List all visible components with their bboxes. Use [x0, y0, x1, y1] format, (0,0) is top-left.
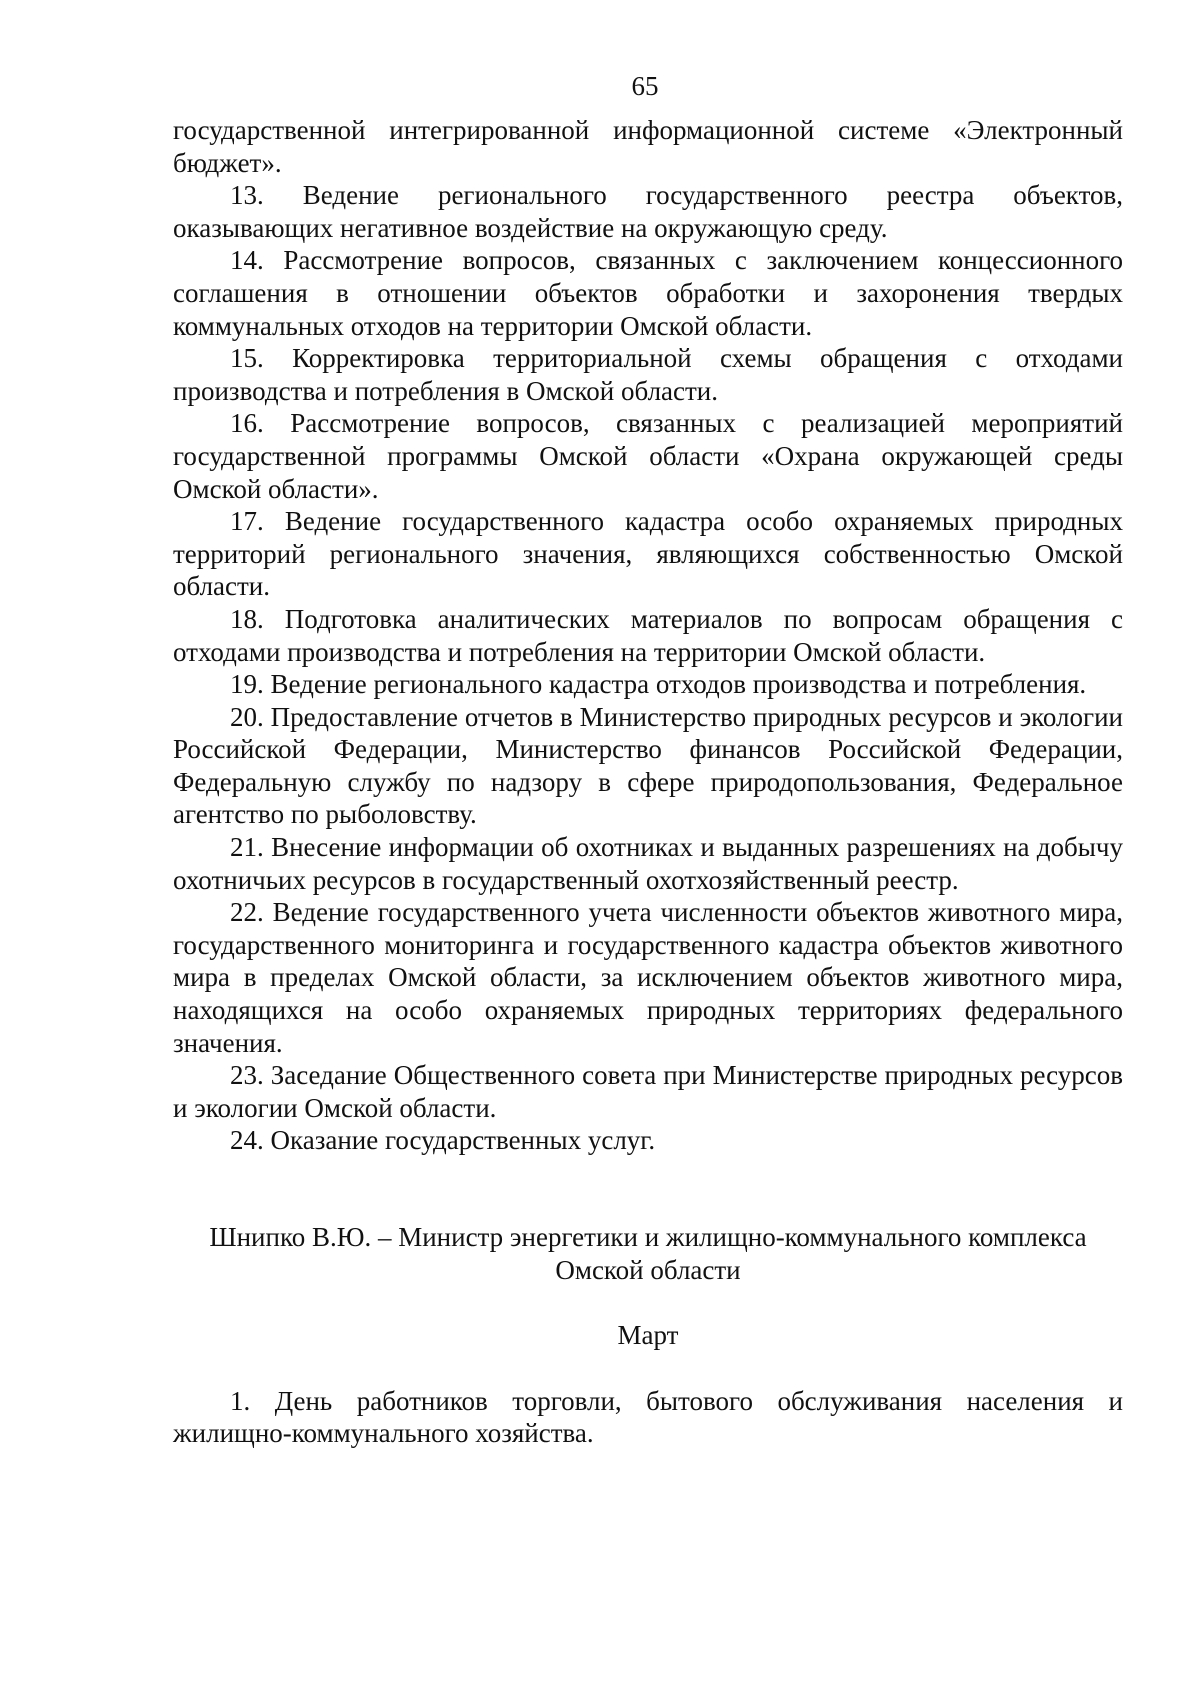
item-number: 22. — [230, 897, 264, 928]
list-item — [173, 701, 1123, 831]
list-item — [173, 505, 1123, 603]
list-item — [173, 831, 1123, 896]
month-heading: Март — [617, 1320, 679, 1351]
item-text: Ведение регионального кадастра отходов производства и потребления. — [270, 669, 1087, 700]
section-heading-line1: Шнипко В.Ю. – Министр энергетики и жилищно-коммунального комплекса — [209, 1222, 1087, 1252]
item-text: Ведение государственного учета численности объектов животного мира, государственного мониторинга и государственного кадастра объектов животного мира в пределах Омской области, за исключением объектов животного мира, находящихся на особо охраняемых природных территориях федерального значения. — [173, 897, 1124, 1058]
list-item — [173, 342, 1123, 407]
item-text: Корректировка территориальной схемы обращения с отходами производства и потребления в Омской области. — [173, 343, 1123, 406]
list-item — [173, 244, 1123, 342]
item-text: Рассмотрение вопросов, связанных с реализацией мероприятий государственной программы Омской области «Охрана окружающей среды Омской области». — [173, 408, 1123, 504]
item-number: 23. — [230, 1060, 264, 1091]
list-item — [173, 1385, 1123, 1450]
item-text: Предоставление отчетов в Министерство природных ресурсов и экологии Российской Федерации, Министерство финансов Российской Федерации, Федеральную службу по надзору в сфере природопользования, Федеральное агентство по рыболовству. — [173, 701, 1123, 830]
page-number: 65 — [631, 71, 659, 101]
list-item — [173, 1124, 1123, 1157]
item-number: 19. — [230, 669, 264, 700]
item-text: Подготовка аналитических материалов по вопросам обращения с отходами производства и потребления на территории Омской области. — [173, 603, 1123, 667]
list-item — [173, 896, 1123, 1059]
section-heading-line2: Омской области — [555, 1254, 741, 1285]
item-number: 1. — [230, 1385, 251, 1416]
list-item — [173, 668, 1123, 701]
item-text: Заседание Общественного совета при Министерстве природных ресурсов и экологии Омской области. — [173, 1060, 1123, 1123]
item-number: 20. — [230, 701, 264, 732]
item-text: День работников торговли, бытового обслуживания населения и жилищно-коммунального хозяйства. — [173, 1385, 1124, 1449]
list-item — [173, 179, 1123, 244]
item-number: 17. — [230, 506, 264, 537]
item-number: 21. — [230, 832, 264, 863]
item-text: Оказание государственных услуг. — [270, 1125, 656, 1156]
item-number: 13. — [230, 180, 264, 211]
item-text: Ведение регионального государственного реестра объектов, оказывающих негативное воздействие на окружающую среду. — [173, 180, 1124, 243]
item-text: Внесение информации об охотниках и выданных разрешениях на добычу охотничьих ресурсов в государственный охотхозяйственный реестр. — [173, 832, 1123, 895]
item-number: 16. — [230, 408, 264, 439]
item-number: 24. — [230, 1125, 264, 1156]
item-text: Рассмотрение вопросов, связанных с заключением концессионного соглашения в отношении объектов обработки и захоронения твердых коммунальных отходов на территории Омской области. — [173, 245, 1124, 341]
item-number: 15. — [230, 343, 264, 374]
item-number: 18. — [230, 603, 264, 634]
item-text: Ведение государственного кадастра особо охраняемых природных территорий регионального значения, являющихся собственностью Омской области. — [173, 506, 1123, 602]
list-item — [173, 407, 1123, 505]
document-body — [173, 114, 1123, 1450]
item-number: 14. — [230, 245, 264, 276]
continuation-paragraph: государственной интегрированной информационной системе «Электронный бюджет». — [173, 115, 1123, 178]
list-item — [173, 603, 1123, 668]
list-item — [173, 1059, 1123, 1124]
section-heading — [173, 1221, 1123, 1286]
